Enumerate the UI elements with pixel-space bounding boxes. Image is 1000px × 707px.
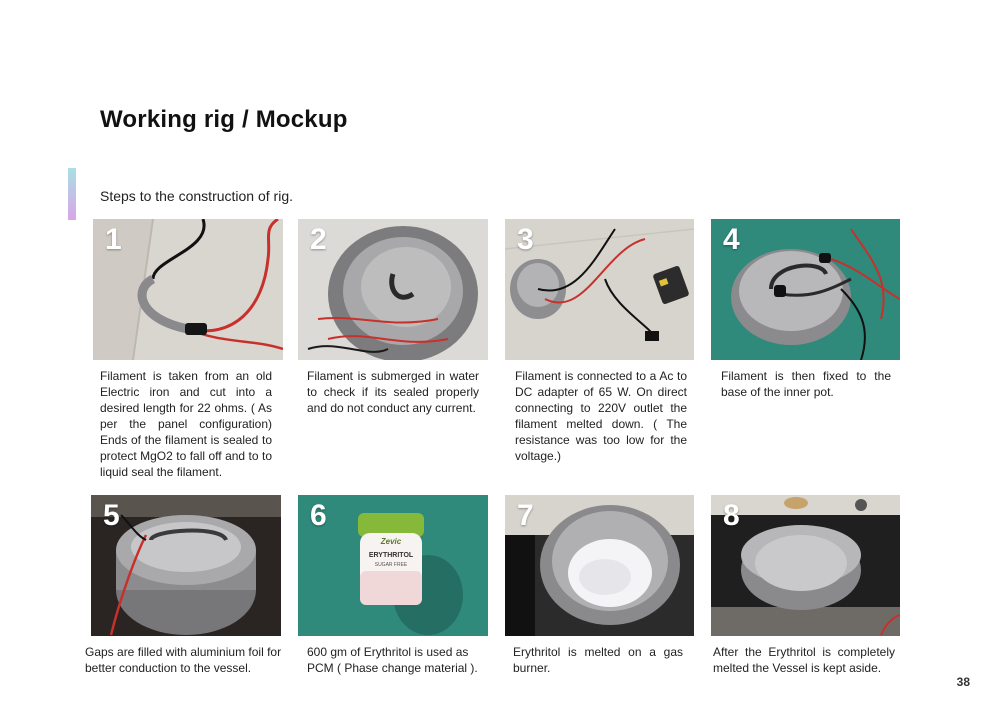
step-6-photo	[298, 495, 488, 636]
step-5-number: 5	[103, 499, 120, 532]
step-3-caption: Filament is connected to a Ac to DC adapter of 65 W. On direct connecting to 220V outlet the filament melted down. ( The resistance was too low for the voltage.)	[515, 369, 687, 463]
page-number: 38	[956, 675, 970, 689]
jar-product-name: ERYTHRITOL	[368, 552, 414, 559]
step-3-number: 3	[517, 223, 534, 256]
step-8-number: 8	[723, 499, 740, 532]
step-7-number: 7	[517, 499, 534, 532]
step-7-photo	[505, 495, 694, 636]
step-2-caption: Filament is submerged in water to check if its sealed properly and do not conduct any current.	[307, 369, 479, 415]
step-4-photo	[711, 219, 900, 360]
step-2-number: 2	[310, 223, 327, 256]
step-1-caption: Filament is taken from an old Electric iron and cut into a desired length for 22 ohms. ( As per the panel configuration) Ends of the filament is sealed to protect MgO2 to fall off and to to liquid seal the filament.	[100, 369, 272, 479]
accent-bar	[68, 168, 76, 220]
step-5-caption: Gaps are filled with aluminium foil for better conduction to the vessel.	[85, 645, 282, 675]
jar-brand: Zevic	[380, 537, 402, 546]
step-4-caption: Filament is then fixed to the base of the inner pot.	[721, 369, 891, 399]
step-6-number: 6	[310, 499, 327, 532]
step-8-caption: After the Erythritol is completely melted the Vessel is kept aside.	[713, 645, 895, 675]
step-1-photo	[93, 219, 283, 360]
jar-tagline: SUGAR FREE	[374, 562, 408, 568]
step-3-photo	[505, 219, 694, 360]
step-6-caption: 600 gm of Erythritol is used as PCM ( Phase change material ).	[307, 645, 478, 675]
step-8-photo	[711, 495, 900, 636]
step-4-number: 4	[723, 223, 740, 256]
jar-label	[360, 537, 422, 568]
page-title: Working rig / Mockup	[100, 106, 348, 133]
step-1-number: 1	[105, 223, 122, 256]
step-2-photo	[298, 219, 488, 360]
step-7-caption: Erythritol is melted on a gas burner.	[513, 645, 683, 675]
step-5-photo	[91, 495, 281, 636]
page-subtitle: Steps to the construction of rig.	[100, 188, 293, 204]
